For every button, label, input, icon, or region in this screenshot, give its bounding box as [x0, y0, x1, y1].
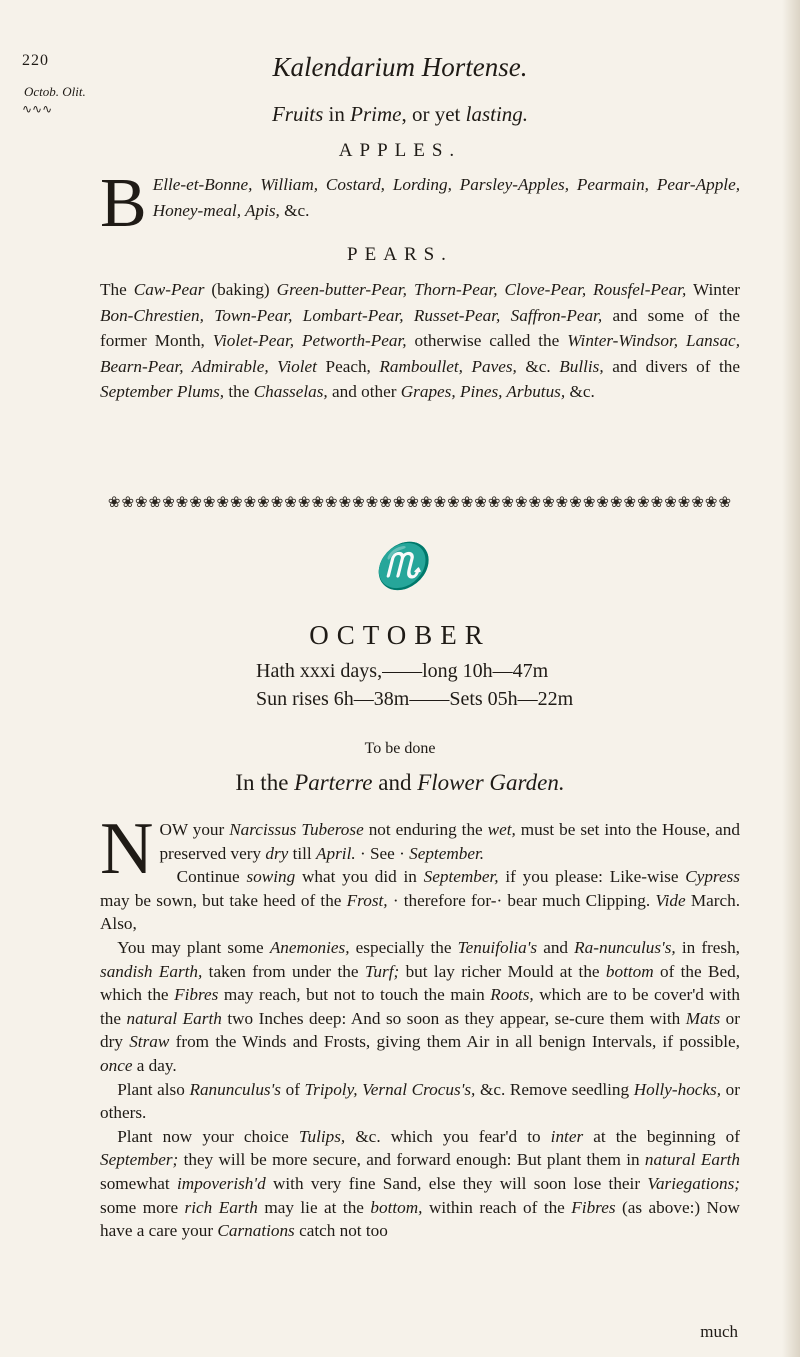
page-number: 220: [22, 52, 49, 69]
garden-heading-flower-garden: Flower Garden.: [417, 770, 565, 795]
running-title: Kalendarium Hortense.: [272, 52, 528, 82]
page-edge-shadow: [782, 0, 800, 1357]
to-be-done-label: To be done: [364, 740, 436, 757]
garden-heading-pre: In the: [235, 770, 295, 795]
subheading-in: in: [323, 102, 351, 126]
month-heading: OCTOBER: [309, 620, 491, 650]
ornamental-border: ❀❀❀❀❀❀❀❀❀❀❀❀❀❀❀❀❀❀❀❀❀❀❀❀❀❀❀❀❀❀❀❀❀❀❀❀❀❀❀❀❀❀❀❀❀❀: [107, 495, 733, 509]
pears-heading: PEARS.: [347, 244, 453, 265]
scorpio-sign-icon: ♏: [372, 542, 428, 591]
apples-drop-cap: B: [100, 165, 147, 242]
subheading-prime: Prime: [350, 102, 402, 126]
section-subheading: [0, 102, 800, 127]
margin-note: Octob. Olit.: [24, 84, 86, 99]
garden-heading-and: and: [372, 770, 418, 795]
subheading-fruits: Fruits: [271, 102, 324, 126]
apples-text: Elle-et-Bonne, William, Costard, Lording, Parsley-Apples, Pearmain, Pear-Apple, Honey-meal, Apis, &c.: [152, 175, 740, 220]
days-length-line: Hath xxxi days,——long 10h—47m: [256, 660, 549, 682]
margin-swash-ornament: ∿∿∿: [22, 102, 53, 116]
garden-heading: [0, 770, 800, 796]
subheading-or-yet: , or yet: [401, 102, 466, 126]
apples-heading: APPLES.: [338, 140, 462, 161]
catchword: much: [700, 1322, 738, 1341]
october-instructions: [100, 808, 741, 1243]
pears-paragraph: The Caw-Pear (baking) Green-butter-Pear, Thorn-Pear, Clove-Pear, Rousfel-Pear, Winter Bon-Chrestien, Town-Pear, Lombart-Pear, Russet-Pear, Saffron-Pear, and some of the former Month, Violet-Pear, Petworth-Pear, otherwise called the Winter-Windsor, Lansac, Bearn-Pear, Admirable, Violet Peach, Ramboullet, Paves, &c. Bullis, and divers of the September Plums, the Chasselas, and other Grapes, Pines, Arbutus, &c.: [100, 280, 741, 401]
sun-rise-set-line: Sun rises 6h—38m——Sets 05h—22m: [256, 688, 574, 710]
subheading-lasting: lasting.: [465, 102, 529, 126]
instructions-text: OW your Narcissus Tuberose not enduring the wet, must be set into the House, and preserved very dry till April. · See · September. Continue sowing what you did in September, if you please: Like-wise Cypress may be sown, but take heed of the Frost, · therefore for-· bear much Clipping. Vide March. Also, You may plant some Anemonies, especially the Tenuifolia's and Ra-nunculus's, in fresh, sandish Earth, taken from under the Turf; but lay richer Mould at the bottom of the Bed, which the Fibres may reach, but not to touch the main Roots, which are to be cover'd with the natural Earth two Inches deep: And so soon as they appear, se-cure them with Mats or dry Straw from the Winds and Frosts, giving them Air in all benign Intervals, if possible, once a day. Plant also Ranunculus's of Tripoly, Vernal Crocus's, &c. Remove seedling Holly-hocks, or others. Plant now your choice Tulips, &c. which you fear'd to inter at the beginning of September; they will be more secure, and forward enough: But plant them in natural Earth somewhat impoverish'd with very fine Sand, else they will soon lose their Variegations; some more rich Earth may lie at the bottom, within reach of the Fibres (as above:) Now have a care your Carnations catch not too: [100, 820, 741, 1241]
garden-heading-parterre: Parterre: [294, 770, 373, 795]
apples-paragraph: [100, 165, 740, 242]
instructions-drop-cap: N: [100, 808, 154, 890]
